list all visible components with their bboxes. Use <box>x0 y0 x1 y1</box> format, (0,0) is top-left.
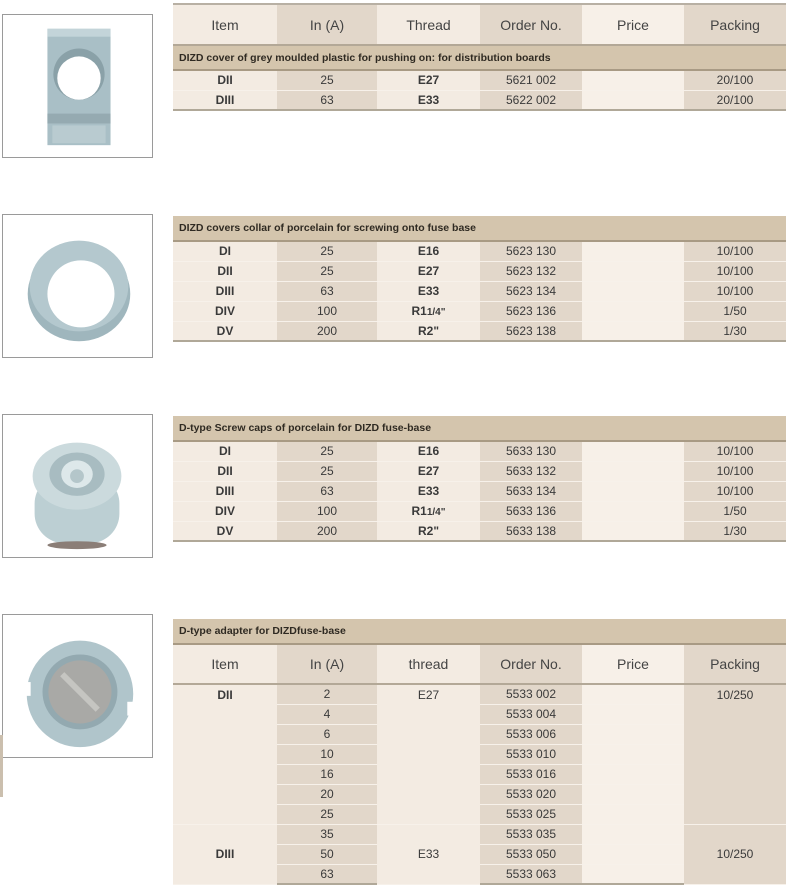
cell-order-no: 5633 134 <box>480 481 582 501</box>
header-item: Item <box>173 644 277 684</box>
cell-in-a: 25 <box>277 261 377 281</box>
cell-thread: E33 <box>377 824 480 884</box>
cell-item: DV <box>173 521 277 541</box>
table-header-row <box>173 5 786 45</box>
table-row <box>173 281 786 301</box>
header-item: Item <box>173 5 277 45</box>
cell-order-no: 5533 016 <box>480 764 582 784</box>
cover-icon <box>3 15 152 157</box>
cell-thread: E27 <box>377 461 480 481</box>
cell-thread: E27 <box>377 70 480 90</box>
cell-price <box>582 684 684 704</box>
cell-packing: 20/100 <box>684 70 786 90</box>
table-row <box>173 481 786 501</box>
cell-in-a: 25 <box>277 461 377 481</box>
cell-packing: 10/100 <box>684 241 786 261</box>
cell-in-a: 25 <box>277 70 377 90</box>
header-thread: Thread <box>377 5 480 45</box>
header-price: Price <box>582 5 684 45</box>
table-row <box>173 441 786 461</box>
cell-price <box>582 481 684 501</box>
cell-thread: R2" <box>377 521 480 541</box>
cell-price <box>582 844 684 864</box>
adapter-image <box>2 614 153 758</box>
cell-in-a: 200 <box>277 321 377 341</box>
table-adapter <box>173 619 786 885</box>
cell-item: DV <box>173 321 277 341</box>
cell-order-no: 5633 138 <box>480 521 582 541</box>
cell-order-no: 5623 136 <box>480 301 582 321</box>
cell-order-no: 5622 002 <box>480 90 582 110</box>
cell-order-no: 5623 132 <box>480 261 582 281</box>
cell-in-a: 16 <box>277 764 377 784</box>
cell-price <box>582 261 684 281</box>
table-row <box>173 261 786 281</box>
cell-item: DII <box>173 261 277 281</box>
cell-item: DIII <box>173 481 277 501</box>
cell-in-a: 25 <box>277 241 377 261</box>
cell-order-no: 5533 035 <box>480 824 582 844</box>
header-packing: Packing <box>684 644 786 684</box>
cell-in-a: 50 <box>277 844 377 864</box>
cell-in-a: 100 <box>277 301 377 321</box>
cell-price <box>582 321 684 341</box>
cell-price <box>582 241 684 261</box>
section-title: D-type adapter for DIZDfuse-base <box>173 619 786 644</box>
cell-thread: E16 <box>377 441 480 461</box>
cell-price <box>582 281 684 301</box>
screw-cap-icon <box>3 415 152 557</box>
cell-item: DIII <box>173 281 277 301</box>
cell-thread <box>377 301 480 321</box>
table-grey-plastic-cover <box>173 5 786 111</box>
cell-price <box>582 90 684 110</box>
cell-order-no: 5533 050 <box>480 844 582 864</box>
cell-packing: 10/100 <box>684 261 786 281</box>
cell-item: DII <box>173 461 277 481</box>
header-packing: Packing <box>684 5 786 45</box>
cell-thread: E27 <box>377 261 480 281</box>
cell-item: DIII <box>173 824 277 884</box>
porcelain-collar-image <box>2 214 153 358</box>
cell-in-a: 63 <box>277 281 377 301</box>
cell-in-a: 6 <box>277 724 377 744</box>
table-header-row <box>173 644 786 684</box>
header-in-a: In (A) <box>277 5 377 45</box>
cell-price <box>582 724 684 744</box>
table-row <box>173 90 786 110</box>
cell-price <box>582 824 684 844</box>
table-row <box>173 461 786 481</box>
table-row <box>173 521 786 541</box>
cell-thread: E33 <box>377 481 480 501</box>
cell-order-no: 5533 025 <box>480 804 582 824</box>
cell-order-no: 5533 063 <box>480 864 582 884</box>
cell-in-a: 25 <box>277 441 377 461</box>
cell-packing: 1/30 <box>684 321 786 341</box>
cell-in-a: 63 <box>277 864 377 884</box>
cell-order-no: 5533 020 <box>480 784 582 804</box>
cell-item: DII <box>173 684 277 824</box>
cell-price <box>582 301 684 321</box>
cell-in-a: 2 <box>277 684 377 704</box>
collar-icon <box>3 215 152 357</box>
cell-packing: 1/50 <box>684 301 786 321</box>
header-order-no: Order No. <box>480 5 582 45</box>
thread-main: R1 <box>411 504 427 518</box>
cell-in-a: 63 <box>277 90 377 110</box>
cell-price <box>582 784 684 804</box>
cell-order-no: 5633 136 <box>480 501 582 521</box>
cell-thread: E33 <box>377 281 480 301</box>
cell-packing: 10/100 <box>684 441 786 461</box>
table-row <box>173 70 786 90</box>
cell-packing: 10/100 <box>684 281 786 301</box>
thread-fraction: 1/4" <box>426 307 446 318</box>
cell-thread: E33 <box>377 90 480 110</box>
cell-order-no: 5623 134 <box>480 281 582 301</box>
cell-packing: 20/100 <box>684 90 786 110</box>
cell-order-no: 5533 006 <box>480 724 582 744</box>
cell-order-no: 5623 138 <box>480 321 582 341</box>
cell-price <box>582 441 684 461</box>
decorative-bar <box>0 735 3 797</box>
cell-price <box>582 864 684 884</box>
header-thread: thread <box>377 644 480 684</box>
table-row <box>173 501 786 521</box>
cell-packing: 10/250 <box>684 684 786 824</box>
cell-item: DIV <box>173 301 277 321</box>
cell-thread <box>377 501 480 521</box>
cell-order-no: 5633 132 <box>480 461 582 481</box>
cell-order-no: 5533 002 <box>480 684 582 704</box>
cell-thread: E16 <box>377 241 480 261</box>
cell-price <box>582 764 684 784</box>
cell-thread: E27 <box>377 684 480 824</box>
thread-fraction: 1/4" <box>426 507 446 518</box>
cell-packing: 10/250 <box>684 824 786 884</box>
porcelain-screw-cap-image <box>2 414 153 558</box>
table-row <box>173 824 786 844</box>
cell-in-a: 10 <box>277 744 377 764</box>
cell-price <box>582 704 684 724</box>
table-row <box>173 241 786 261</box>
grey-plastic-cover-image <box>2 14 153 158</box>
header-in-a: In (A) <box>277 644 377 684</box>
cell-in-a: 20 <box>277 784 377 804</box>
table-porcelain-screw-cap <box>173 416 786 542</box>
cell-order-no: 5633 130 <box>480 441 582 461</box>
section-title: D-type Screw caps of porcelain for DIZD fuse-base <box>173 416 786 441</box>
section-title: DIZD covers collar of porcelain for screwing onto fuse base <box>173 216 786 241</box>
header-order-no: Order No. <box>480 644 582 684</box>
cell-order-no: 5533 010 <box>480 744 582 764</box>
section-title: DIZD cover of grey moulded plastic for pushing on: for distribution boards <box>173 45 786 70</box>
cell-item: DII <box>173 70 277 90</box>
cell-in-a: 4 <box>277 704 377 724</box>
table-row <box>173 301 786 321</box>
table-row <box>173 321 786 341</box>
cell-price <box>582 521 684 541</box>
cell-in-a: 100 <box>277 501 377 521</box>
cell-packing: 10/100 <box>684 461 786 481</box>
cell-in-a: 200 <box>277 521 377 541</box>
cell-item: DI <box>173 241 277 261</box>
cell-order-no: 5623 130 <box>480 241 582 261</box>
cell-in-a: 25 <box>277 804 377 824</box>
cell-price <box>582 501 684 521</box>
cell-price <box>582 804 684 824</box>
cell-price <box>582 461 684 481</box>
cell-thread: R2" <box>377 321 480 341</box>
cell-order-no: 5533 004 <box>480 704 582 724</box>
cell-packing: 10/100 <box>684 481 786 501</box>
cell-in-a: 63 <box>277 481 377 501</box>
cell-item: DIV <box>173 501 277 521</box>
table-row <box>173 684 786 704</box>
cell-in-a: 35 <box>277 824 377 844</box>
cell-order-no: 5621 002 <box>480 70 582 90</box>
cell-packing: 1/50 <box>684 501 786 521</box>
header-price: Price <box>582 644 684 684</box>
adapter-icon <box>3 615 152 757</box>
thread-main: R1 <box>411 304 427 318</box>
table-porcelain-collar <box>173 216 786 342</box>
cell-packing: 1/30 <box>684 521 786 541</box>
cell-item: DIII <box>173 90 277 110</box>
cell-price <box>582 70 684 90</box>
cell-item: DI <box>173 441 277 461</box>
cell-price <box>582 744 684 764</box>
